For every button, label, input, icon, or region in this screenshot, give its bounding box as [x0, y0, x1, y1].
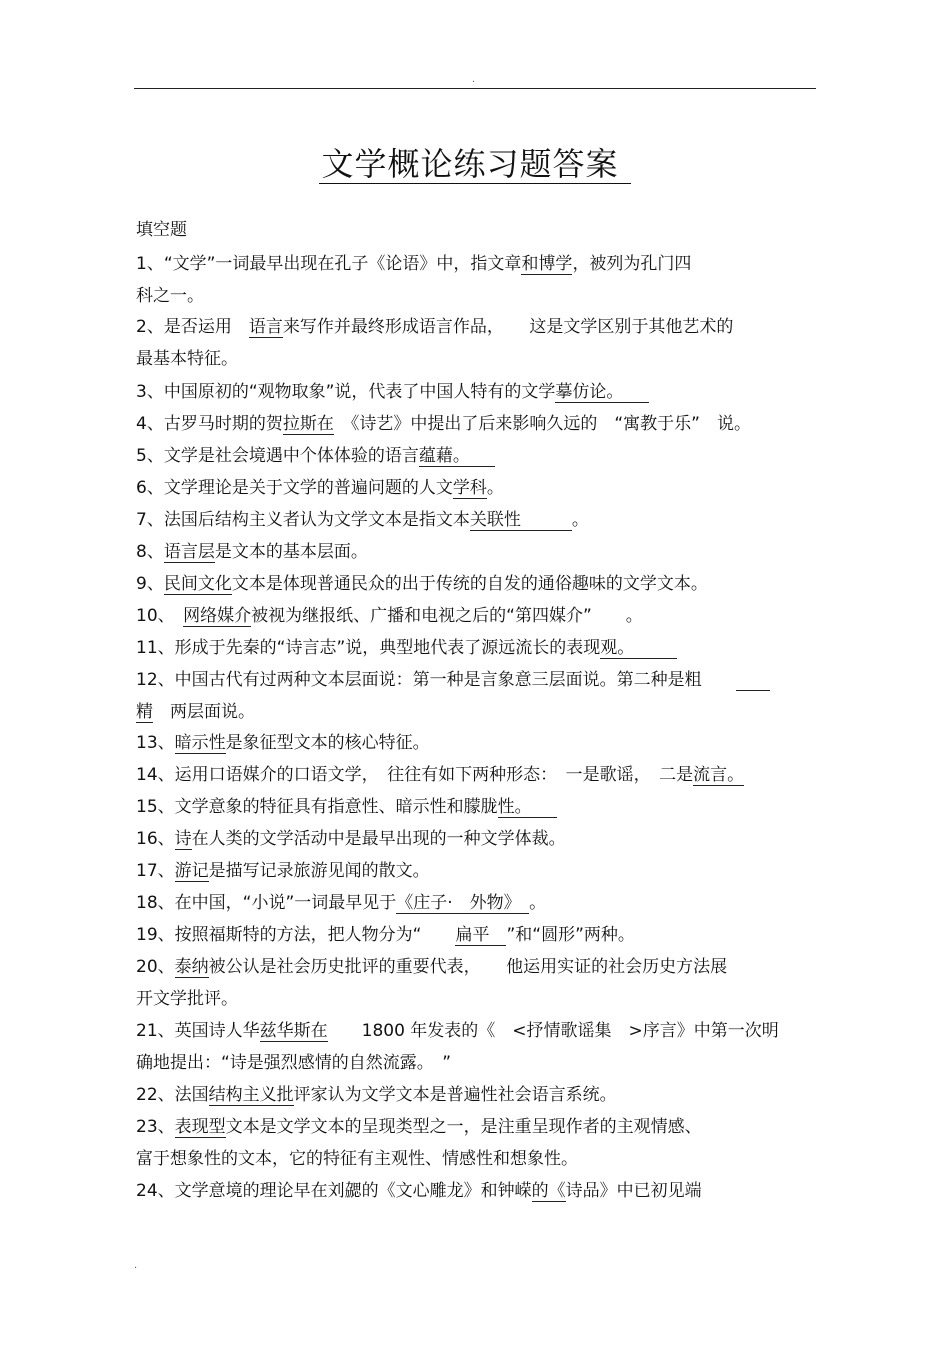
- answer-line: [136, 540, 826, 564]
- answer-line: [136, 284, 826, 308]
- question-text: 24、文学意境的理论早在刘勰的《文心雕龙》和钟嵘: [136, 1181, 532, 1201]
- answer-blank: 扁平: [455, 925, 507, 945]
- answer-blank: 精: [136, 702, 153, 722]
- answer-line: [136, 412, 826, 436]
- question-text: 1、“文学”一词最早出现在孔子《论语》中，指文章: [136, 254, 522, 274]
- question-text: 3、中国原初的“观物取象”说，代表了中国人特有的文学: [136, 382, 556, 402]
- question-text: 被公认是社会历史批评的重要代表， 他运用实证的社会历史方法展: [208, 957, 728, 977]
- question-text: 20、: [136, 957, 175, 977]
- answer-line: [136, 923, 826, 947]
- question-text: 开文学批评。: [136, 989, 238, 1009]
- question-text: 1800 年发表的《 <抒情歌谣集 >序言》中第一次明: [327, 1021, 779, 1041]
- question-text: 在人类的文学活动中是最早出现的一种文学体裁。: [191, 829, 566, 849]
- answer-line: [136, 891, 826, 915]
- answer-line: [136, 668, 826, 692]
- header-dot: .: [472, 74, 476, 85]
- question-text: 。: [486, 478, 504, 498]
- answer-line: [136, 955, 826, 979]
- question-text: 是文本的基本层面。: [214, 542, 368, 562]
- question-text: 来写作并最终形成语言作品， 这是文学区别于其他艺术的: [282, 317, 734, 337]
- answer-line: [136, 1019, 826, 1043]
- answer-line: [136, 604, 826, 628]
- answer-line: [136, 859, 826, 883]
- question-text: 评家认为文学文本是普遍性社会语言系统。: [293, 1085, 617, 1105]
- question-text: 最基本特征。: [136, 349, 238, 369]
- answer-line: [136, 731, 826, 755]
- answer-line: [136, 315, 826, 339]
- answer-line: [136, 1083, 826, 1107]
- question-text: 5、文学是社会境遇中个体体验的语言: [136, 446, 419, 466]
- question-text: 是象征型文本的核心特征。: [225, 733, 430, 753]
- question-text: 21、英国诗人华: [136, 1021, 260, 1041]
- answer-blank: 流言。: [693, 765, 745, 785]
- question-text: 。: [571, 510, 589, 530]
- question-text: 文本是文学文本的呈现类型之一，是注重呈现作者的主观情感、: [225, 1117, 702, 1137]
- answer-blank: 拉斯在: [282, 414, 334, 434]
- question-text: 17、: [136, 861, 175, 881]
- answer-blank: 暗示性: [174, 733, 226, 753]
- answer-blank: 观。: [600, 638, 677, 658]
- answer-blank: 和博学: [521, 254, 573, 274]
- answer-blank: 兹华斯在: [259, 1021, 328, 1041]
- question-text: 两层面说。: [153, 702, 255, 722]
- question-text: 。: [529, 893, 547, 913]
- answer-line: [136, 444, 826, 468]
- answer-line: [136, 1179, 826, 1203]
- question-text: 确地提出：“诗是强烈感情的自然流露。 ”: [136, 1053, 452, 1073]
- question-text: 15、文学意象的特征具有指意性、暗示性和朦胧: [136, 797, 498, 817]
- answer-line: [136, 380, 826, 404]
- answer-line: [136, 476, 826, 500]
- question-text: 12、中国古代有过两种文本层面说：第一种是言象意三层面说。第二种是粗: [136, 670, 736, 690]
- question-text: 23、: [136, 1117, 175, 1137]
- answer-line: [136, 1051, 826, 1075]
- answer-line: [136, 508, 826, 532]
- question-text: 8、: [136, 542, 164, 562]
- answer-line: [136, 347, 826, 371]
- document-title: 文学概论练习题答案: [0, 142, 950, 186]
- question-text: 14、运用口语媒介的口语文学， 往往有如下两种形态： 一是歌谣， 二是: [136, 765, 694, 785]
- answer-blank: 结构主义批: [208, 1085, 294, 1105]
- answer-blank: 网络媒介: [183, 606, 252, 626]
- question-text: 富于想象性的文本，它的特征有主观性、情感性和想象性。: [136, 1149, 578, 1169]
- question-text: ”和“圆形”两种。: [506, 925, 635, 945]
- header-rule: [134, 88, 816, 89]
- answer-line: [136, 827, 826, 851]
- answer-blank: 《庄子· 外物》: [396, 893, 530, 913]
- question-text: 11、形成于先秦的“诗言志”说，典型地代表了源远流长的表现: [136, 638, 601, 658]
- question-text: ，被列为孔门四: [572, 254, 692, 274]
- answer-blank: 泰纳: [174, 957, 209, 977]
- answer-line: [136, 987, 826, 1011]
- answer-line: [136, 795, 826, 819]
- question-text: 被视为继报纸、广播和电视之后的“第四媒介” 。: [251, 606, 643, 626]
- question-text: 19、按照福斯特的方法，把人物分为“: [136, 925, 456, 945]
- question-text: 《诗艺》中提出了后来影响久远的 “寓教于乐” 说。: [333, 414, 751, 434]
- answer-blank: 语言层: [163, 542, 215, 562]
- answer-line: [136, 1115, 826, 1139]
- question-text: 文本是体现普通民众的出于传统的自发的通俗趣味的文学文本。: [231, 574, 708, 594]
- answer-blank: [736, 670, 770, 691]
- question-text: 7、法国后结构主义者认为文学文本是指文本: [136, 510, 470, 530]
- answer-line: [136, 636, 826, 660]
- question-text: 22、法国: [136, 1085, 209, 1105]
- footer-dot: .: [134, 1260, 138, 1271]
- question-text: 诗品》中已初见端: [565, 1181, 702, 1201]
- question-text: 科之一。: [136, 286, 204, 306]
- question-text: 9、: [136, 574, 164, 594]
- answer-blank: 性。: [497, 797, 558, 817]
- answer-line: [136, 252, 826, 276]
- question-text: 18、在中国，“小说”一词最早见于: [136, 893, 397, 913]
- answer-blank: 民间文化: [163, 574, 232, 594]
- answer-line: [136, 1147, 826, 1171]
- question-text: 10、: [136, 606, 184, 626]
- question-text: 6、文学理论是关于文学的普遍问题的人文: [136, 478, 453, 498]
- answer-blank: 摹仿论。: [555, 382, 649, 402]
- answer-blank: 诗: [174, 829, 192, 849]
- answer-blank: 语言: [248, 317, 283, 337]
- question-text: 13、: [136, 733, 175, 753]
- answer-blank: 的《: [531, 1181, 566, 1201]
- question-text: 4、古罗马时期的贺: [136, 414, 283, 434]
- answer-blank: 表现型: [174, 1117, 226, 1137]
- answer-line: [136, 763, 826, 787]
- question-text: 2、是否运用: [136, 317, 249, 337]
- answer-blank: 学科: [452, 478, 487, 498]
- answer-blank: 游记: [174, 861, 209, 881]
- answer-line: [136, 572, 826, 596]
- question-text: 16、: [136, 829, 175, 849]
- answer-blank: 蕴藉。: [418, 446, 496, 466]
- answer-blank: 关联性: [469, 510, 572, 530]
- section-heading: 填空题: [136, 220, 187, 240]
- question-text: 是描写记录旅游见闻的散文。: [208, 861, 430, 881]
- answer-line: [136, 700, 826, 724]
